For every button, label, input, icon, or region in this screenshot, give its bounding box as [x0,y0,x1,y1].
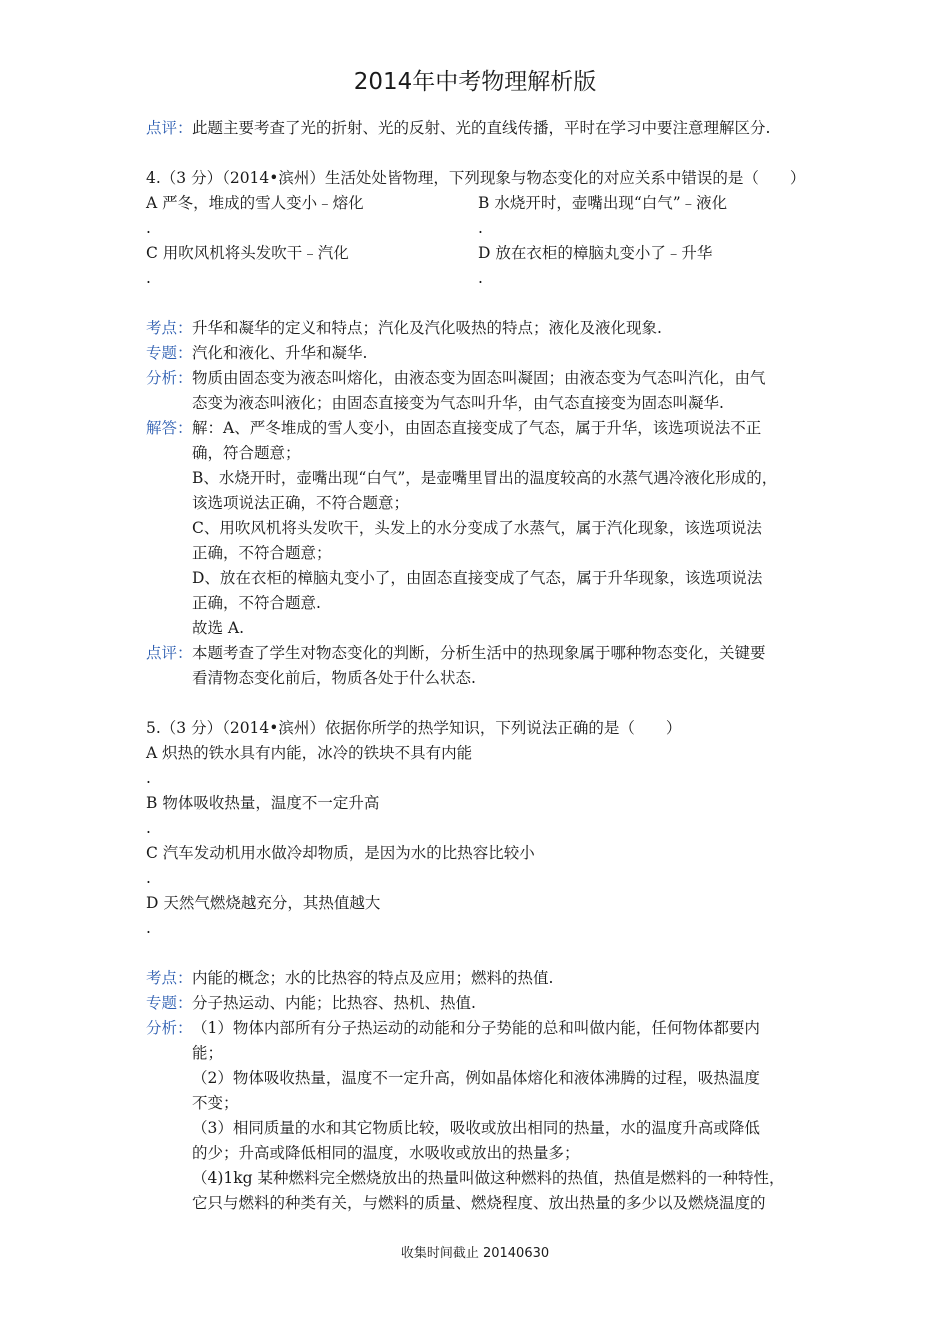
q5-fenxi-line: （2）物体吸收热量，温度不一定升高，例如晶体熔化和液体沸腾的过程，吸热温度 [192,1069,760,1087]
q4-dianping-line: 看清物态变化前后，物质各处于什么状态. [192,669,476,687]
q4-option-a-dot: . [146,219,151,237]
q4-fenxi-label: 分析： [146,369,193,387]
q4-dianping-label: 点评： [146,644,193,662]
q5-zhuanti-text: 分子热运动、内能；比热容、热机、热值. [192,994,476,1012]
q4-jieda-line: 该选项说法正确，不符合题意； [192,494,410,512]
q4-option-b-dot: . [478,219,483,237]
q5-option-d-dot: . [146,919,151,937]
q4-jieda-line: 正确，不符合题意. [192,594,321,612]
q5-kaodian-label: 考点： [146,969,193,987]
q5-zhuanti-label: 专题： [146,994,193,1012]
q4-jieda-line: B、水烧开时，壶嘴出现“白气”，是壶嘴里冒出的温度较高的水蒸气遇冷液化形成的， [192,469,778,487]
q5-fenxi-line: 它只与燃料的种类有关，与燃料的质量、燃烧程度、放出热量的多少以及燃烧温度的 [192,1194,766,1212]
q5-option-d: D 天然气燃烧越充分，其热值越大 [146,894,381,912]
q4-option-b: B 水烧开时，壶嘴出现“白气”﹣液化 [478,194,728,212]
q4-jieda-line: C、用吹风机将头发吹干，头发上的水分变成了水蒸气，属于汽化现象，该选项说法 [192,519,762,537]
q4-zhuanti-text: 汽化和液化、升华和凝华. [192,344,368,362]
q4-zhuanti-label: 专题： [146,344,193,362]
q5-kaodian-text: 内能的概念；水的比热容的特点及应用；燃料的热值. [192,969,554,987]
q4-dianping-line: 本题考查了学生对物态变化的判断，分析生活中的热现象属于哪种物态变化，关键要 [192,644,766,662]
q4-stem: 4.（3 分）（2014•滨州）生活处处皆物理，下列现象与物态变化的对应关系中错误的是（ ） [146,169,806,187]
q4-jieda-line: 故选 A. [192,619,245,637]
q4-jieda-line: 正确，不符合题意； [192,544,332,562]
q5-fenxi-line: （4)1kg 某种燃料完全燃烧放出的热量叫做这种燃料的热值，热值是燃料的一种特性， [192,1169,785,1187]
prev-comment-label: 点评： [146,119,193,137]
q5-fenxi-line: （3）相同质量的水和其它物质比较，吸收或放出相同的热量，水的温度升高或降低 [192,1119,760,1137]
q4-option-c-dot: . [146,269,151,287]
q5-fenxi-line: 的少；升高或降低相同的温度，水吸收或放出的热量多； [192,1144,580,1162]
q5-fenxi-line: （1）物体内部所有分子热运动的动能和分子势能的总和叫做内能，任何物体都要内 [192,1019,760,1037]
q5-fenxi-line: 不变； [192,1094,239,1112]
q5-option-b: B 物体吸收热量，温度不一定升高 [146,794,380,812]
q4-jieda-line: 解：A、严冬堆成的雪人变小，由固态直接变成了气态，属于升华，该选项说法不正 [192,419,762,437]
q4-fenxi-line: 态变为液态叫液化；由固态直接变为气态叫升华，由气态直接变为固态叫凝华. [192,394,724,412]
q5-option-a: A 炽热的铁水具有内能，冰冷的铁块不具有内能 [146,744,473,762]
q5-stem: 5.（3 分）（2014•滨州）依据你所学的热学知识，下列说法正确的是（ ） [146,719,682,737]
q4-option-a: A 严冬，堆成的雪人变小﹣熔化 [146,194,364,212]
q5-fenxi-line: 能； [192,1044,224,1062]
q4-jieda-label: 解答： [146,419,193,437]
q5-option-c-dot: . [146,869,151,887]
q5-option-c: C 汽车发动机用水做冷却物质，是因为水的比热容比较小 [146,844,535,862]
prev-comment-text: 此题主要考查了光的折射、光的反射、光的直线传播，平时在学习中要注意理解区分. [192,119,771,137]
q4-option-c: C 用吹风机将头发吹干﹣汽化 [146,244,349,262]
page-title: 2014年中考物理解析版 [353,69,597,95]
q4-option-d-dot: . [478,269,483,287]
q4-jieda-line: 确，符合题意； [192,444,301,462]
q4-kaodian-label: 考点： [146,319,193,337]
q4-kaodian-text: 升华和凝华的定义和特点；汽化及汽化吸热的特点；液化及液化现象. [192,319,662,337]
q4-option-d: D 放在衣柜的樟脑丸变小了﹣升华 [478,244,713,262]
q5-option-a-dot: . [146,769,151,787]
q4-jieda-line: D、放在衣柜的樟脑丸变小了，由固态直接变成了气态，属于升华现象，该选项说法 [192,569,763,587]
page-footer: 收集时间截止 20140630 [400,1246,550,1261]
q5-fenxi-label: 分析： [146,1019,193,1037]
q5-option-b-dot: . [146,819,151,837]
q4-fenxi-line: 物质由固态变为液态叫熔化，由液态变为固态叫凝固；由液态变为气态叫汽化，由气 [192,369,766,387]
